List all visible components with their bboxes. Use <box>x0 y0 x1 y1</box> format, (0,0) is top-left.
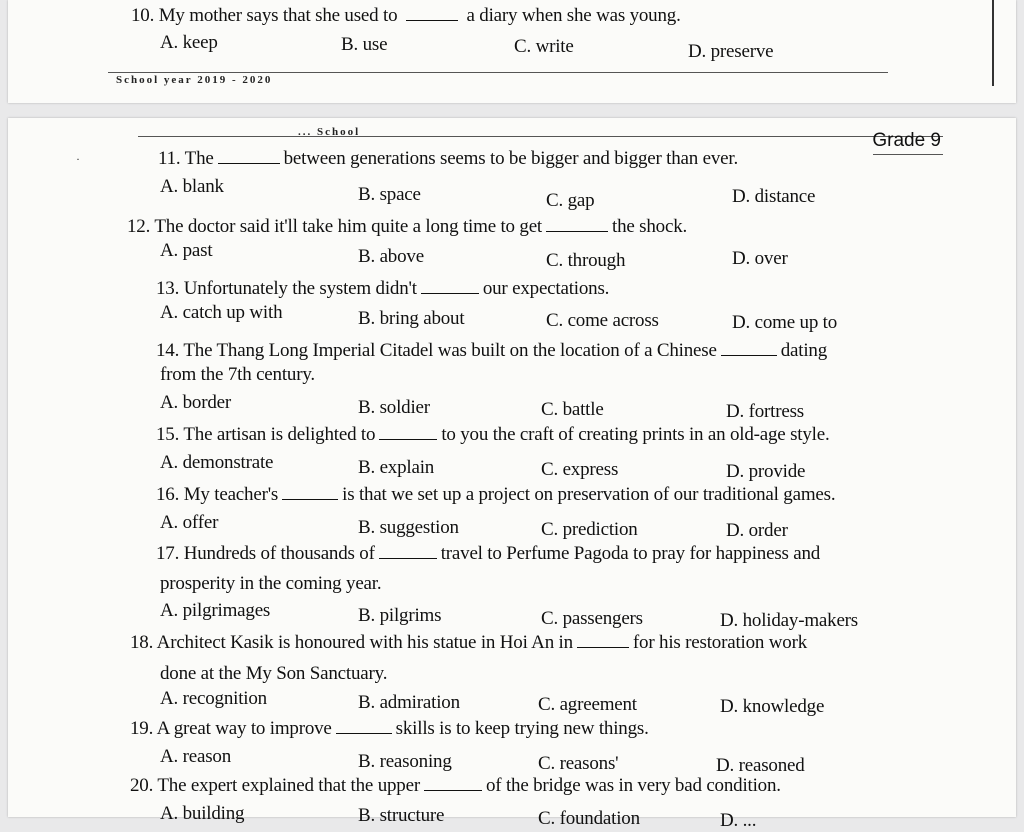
option-a: A. recognition <box>160 688 267 709</box>
footer-text: School year 2019 - 2020 <box>116 74 273 86</box>
option-a: A. building <box>160 803 245 824</box>
option-b: B. pilgrims <box>358 605 442 626</box>
question-text: to you the craft of creating prints in an old-age style. <box>441 424 830 445</box>
page-edge-line <box>992 0 994 86</box>
option-d: D. preserve <box>688 41 774 62</box>
main-page <box>8 118 1016 831</box>
question-text: A great way to improve <box>156 718 332 739</box>
question-text: dating <box>780 340 828 361</box>
question-text: for his restoration work <box>632 632 807 653</box>
option-a: A. border <box>160 392 232 413</box>
option-c: C. come across <box>546 310 659 331</box>
question-text: Hundreds of thousands of <box>183 543 375 564</box>
question-text: My mother says that she used to <box>158 5 398 26</box>
option-d: D. ... <box>720 810 757 831</box>
question-number: 10. <box>131 5 155 26</box>
option-c: C. foundation <box>538 808 640 829</box>
answer-blank <box>424 776 482 791</box>
question-18 <box>130 632 807 654</box>
question-text: Unfortunately the system didn't <box>183 278 417 299</box>
question-number: 11. <box>158 148 181 169</box>
question-text: between generations seems to be bigger and bigger than ever. <box>283 148 739 169</box>
question-text: The doctor said it'll take him quite a long time to get <box>154 216 543 237</box>
question-text: skills is to keep trying new things. <box>395 718 649 739</box>
question-text: a diary when she was young. <box>466 5 681 26</box>
answer-blank <box>218 149 280 164</box>
answer-blank <box>721 341 777 356</box>
answer-blank <box>406 6 458 21</box>
option-b: B. reasoning <box>358 751 452 772</box>
question-continuation: prosperity in the coming year. <box>160 573 382 594</box>
question-text: of the bridge was in very bad condition. <box>485 775 781 796</box>
option-a: A. pilgrimages <box>160 600 271 621</box>
option-d: D. reasoned <box>716 755 805 776</box>
question-number: 18. <box>130 632 154 653</box>
question-12 <box>127 216 687 238</box>
question-text: The Thang Long Imperial Citadel was built on the location of a Chinese <box>183 340 717 361</box>
option-d: D. order <box>726 520 788 541</box>
option-d: D. holiday-makers <box>720 610 859 631</box>
question-14 <box>156 340 827 362</box>
grade-underline <box>873 154 943 155</box>
answer-blank <box>577 633 629 648</box>
option-c: C. battle <box>541 399 604 420</box>
question-text: The <box>184 148 214 169</box>
option-b: B. admiration <box>358 692 460 713</box>
footer-rule <box>108 72 888 73</box>
answer-blank <box>546 217 608 232</box>
question-text: Architect Kasik is honoured with his statue in Hoi An in <box>156 632 573 653</box>
question-text: is that we set up a project on preservation of our traditional games. <box>342 484 836 505</box>
option-b: B. use <box>341 34 388 55</box>
margin-dot: · <box>76 152 80 166</box>
question-number: 16. <box>156 484 180 505</box>
header-text: ... School <box>298 126 361 138</box>
question-text: the shock. <box>612 216 688 237</box>
question-number: 12. <box>127 216 151 237</box>
option-d: D. provide <box>726 461 806 482</box>
question-20 <box>130 775 781 797</box>
question-number: 17. <box>156 543 180 564</box>
question-13 <box>156 278 609 300</box>
question-number: 20. <box>130 775 154 796</box>
question-19 <box>130 718 649 740</box>
option-a: A. keep <box>160 32 218 53</box>
answer-blank <box>282 485 338 500</box>
option-c: C. prediction <box>541 519 638 540</box>
option-b: B. suggestion <box>358 517 459 538</box>
option-c: C. passengers <box>541 608 643 629</box>
option-d: D. distance <box>732 186 816 207</box>
question-number: 13. <box>156 278 180 299</box>
question-17 <box>156 543 820 565</box>
option-d: D. fortress <box>726 401 805 422</box>
top-page <box>8 0 1016 103</box>
option-d: D. knowledge <box>720 696 825 717</box>
question-number: 14. <box>156 340 180 361</box>
option-b: B. above <box>358 246 424 267</box>
option-d: D. over <box>732 248 788 269</box>
question-text: The expert explained that the upper <box>157 775 420 796</box>
option-c: C. through <box>546 250 626 271</box>
option-b: B. soldier <box>358 397 430 418</box>
answer-blank <box>379 425 437 440</box>
option-c: C. agreement <box>538 694 637 715</box>
option-b: B. space <box>358 184 421 205</box>
question-number: 15. <box>156 424 180 445</box>
option-b: B. structure <box>358 805 445 826</box>
answer-blank <box>336 719 392 734</box>
question-continuation: done at the My Son Sanctuary. <box>160 663 388 684</box>
option-c: C. gap <box>546 190 595 211</box>
header-rule <box>138 136 943 137</box>
option-b: B. bring about <box>358 308 465 329</box>
question-text: My teacher's <box>183 484 279 505</box>
option-c: C. write <box>514 36 574 57</box>
question-15 <box>156 424 830 446</box>
option-a: A. blank <box>160 176 224 197</box>
question-11 <box>158 148 738 170</box>
answer-blank <box>421 279 479 294</box>
answer-blank <box>379 544 437 559</box>
option-b: B. explain <box>358 457 435 478</box>
option-a: A. past <box>160 240 213 261</box>
option-d: D. come up to <box>732 312 838 333</box>
option-a: A. offer <box>160 512 219 533</box>
question-text: The artisan is delighted to <box>183 424 376 445</box>
question-16 <box>156 484 835 506</box>
question-continuation: from the 7th century. <box>160 364 315 385</box>
question-number: 19. <box>130 718 154 739</box>
question-text: travel to Perfume Pagoda to pray for happiness and <box>440 543 821 564</box>
grade-label: Grade 9 <box>872 130 941 151</box>
option-c: C. express <box>541 459 619 480</box>
option-a: A. demonstrate <box>160 452 274 473</box>
option-a: A. catch up with <box>160 302 283 323</box>
option-a: A. reason <box>160 746 232 767</box>
question-text: our expectations. <box>482 278 610 299</box>
question-10 <box>131 5 681 27</box>
option-c: C. reasons' <box>538 753 619 774</box>
